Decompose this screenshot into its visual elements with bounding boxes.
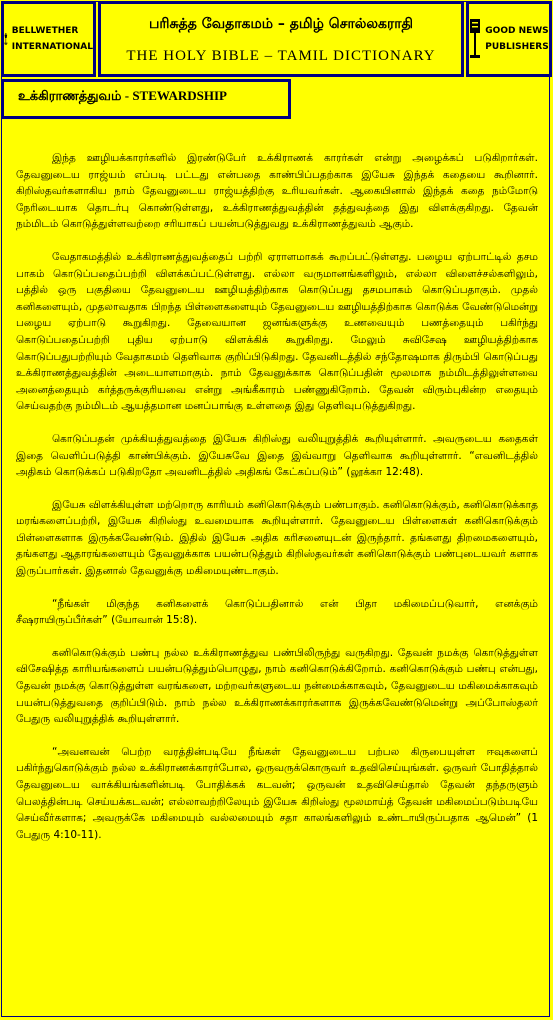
paragraph-2: வேதாகமத்தில் உக்கிராணத்துவத்தைப் பற்றி ஏராளமாகக் கூறப்பட்டுள்ளது. பழைய ஏற்பாட்டில் தசம பாகம் கொடுப்பதைப்பற்றி விளக்கப்பட்டுள்ளது. எல்லா வருமானங்களிலும், எல்லா விளைச்சல்களிலும், பத்தில் ஒரு பகுதியை தேவனுடைய ஊழியத்திற்காக கொடுப்பது தசமபாகம் கொடுப்பதாகும். முதல் கனிகளையும், முதலாவதாக பிறந்த பிள்ளைகளையும் தேவனுடைய ஊழியத்திற்காக கொடுக்க வேண்டுமென்று பழைய ஏற்பாடு கூறுகிறது. தேவையான ஜனங்களுக்கு உணவையும் பணத்தையும் பகிர்ந்து கொடுப்பதைப்பற்றி புதிய ஏற்பாடு விளக்கிக் கூறுகிறது. மேலும் சுவிசேஷ ஊழியத்திற்காக கொடுப்பதுபற்றியும் வேதாகமம் தெளிவாக குறிப்பிடுகிறது. தேவனிடத்தில் சந்தோஷமாக திரும்பி கொடுப்பது உக்கிராணத்துவத்தின் அடையாளமாகும். நாம் தேவனுக்காக கொடுப்பதின் மூலமாக நம்மிடத்திலுள்ளவை அனைத்தையும் கர்த்தருக்குரியவை என்று அங்கீகாரம் பண்ணுகிறோம். தேவன் விரும்புகின்ற எதையும் செய்வதற்கு நம்மிடம் ஆயத்தமான மனப்பாங்கு உள்ளதை இது தெளிவுபடுத்துகிறது.	[16, 250, 538, 413]
good-news-logo-line2: PUBLISHERS	[485, 42, 549, 52]
paragraph-7-quote: “அவனவன் பெற்ற வரத்தின்படியே நீங்கள் தேவனுடைய பற்பல கிருபையுள்ள ஈவுகளைப் பகிர்ந்துகொடுக்கும் நல்ல உக்கிராணக்காரர்போல, ஒருவருக்கொருவர் உதவிசெய்யுங்கள். ஒருவர் போதித்தால் தேவனுடைய வாக்கியங்களின்படி போதிக்கக் கடவன்; ஒருவன் உதவிசெய்தால் தேவன் தந்தருளும் பெலத்தின்படி செய்யக்கடவன்; எல்லாவற்றிலேயும் இயேசு கிறிஸ்து மூலமாய்த் தேவன் மகிமைப்படும்படியே செய்வீர்களாக; அவருக்கே மகிமையும் வல்லமையும் சதா காலங்களிலும் உண்டாயிருப்பதாக ஆமென்” (1 பேதுரு 4:10-11).	[16, 745, 538, 841]
paragraph-6: கனிகொடுக்கும் பண்பு நல்ல உக்கிராணத்துவ பண்பிலிருந்து வருகிறது. தேவன் நமக்கு கொடுத்துள்ள விசேஷித்த காரியங்களைப் பயன்படுத்தும்பொழுது, நாம் கனிகொடுக்கிறோம். கனிகொடுக்கும் பண்பு என்பது, தேவன் நமக்கு கொடுத்துள்ள வரங்களை, மற்றவர்களுடைய நன்மைக்காகவும், தேவனுடைய மகிமைக்காகவும் பயன்படுத்துவதை குறிப்பிடும். நாம் நல்ல உக்கிராணக்காரர்களாக இருக்கவேண்டுமென்று அப்போஸ்தலர் பேதுரு வலியுறுத்திக் கூறியுள்ளார்.	[16, 646, 538, 726]
book-icon	[469, 17, 481, 61]
title-tamil: பரிசுத்த வேதாகமம் – தமிழ் சொல்லகராதி	[149, 16, 413, 32]
article-body	[16, 150, 538, 859]
paragraph-3: கொடுப்பதன் முக்கியத்துவத்தை இயேசு கிறிஸ்து வலியுறுத்திக் கூறியுள்ளார். அவருடைய கதைகள் இதை வெளிப்படுத்தி காண்பிக்கும். இயேசுவே இதை இவ்வாறு தெளிவாக கூறியுள்ளார். “எவனிடத்தில் அதிகம் கொடுக்கப் படுகிறதோ அவனிடத்தில் அதிகங் கேட்கப்படும்” (லூக்கா 12:48).	[16, 432, 538, 479]
paragraph-1: இந்த ஊழியக்காரர்களில் இரண்டுபேர் உக்கிராணக் காரர்கள் என்று அழைக்கப் படுகிறார்கள். தேவனுடைய ராஜ்யம் எப்படி பட்டது என்பதை காண்பிப்பதற்காக இயேசு இந்தக் கதையை கூறினார். கிறிஸ்தவர்களாகிய நாம் தேவனுடைய ராஜ்யத்திற்கு உரியவர்கள். ஆகையினால் இந்தக் கதை நம்மோடு நேரிடையாக தொடர்பு கொண்டுள்ளது, உக்கிராணத்துவத்தின் தத்துவத்தை இது விளக்குகிறது. தேவன் நம்மிடம் கொடுத்துள்ளவற்றை சரியாகப் பயன்படுத்துவது உக்கிராணத்துவம் ஆகும்.	[16, 152, 538, 231]
section-title-english: STEWARDSHIP	[132, 88, 227, 103]
section-title-separator: -	[121, 88, 133, 103]
bellwether-logo-text	[12, 23, 93, 55]
paragraph-4: இயேசு விளக்கியுள்ள மற்றொரு காரியம் கனிகொடுக்கும் பண்பாகும். கனிகொடுக்கும், கனிகொடுக்காத மரங்களைப்பற்றி, இயேசு கிறிஸ்து உவமையாக கூறியுள்ளார். தேவனுடைய பிள்ளைகள் கனிகொடுக்கும் பிள்ளைகளாக இருக்கவேண்டும். இதில் இயேசு அதிக கரிசனையுடன் இருந்தார். தங்களது திறமைகளையும், தங்களது ஆதாரங்களையும் தேவனுக்காக பயன்படுத்தும் கிறிஸ்தவர்கள் கனிகொடுக்கும் பண்புடையவர் களாக இருப்பார்கள். இதனால் தேவனுக்கு மகிமையுண்டாகும்.	[16, 498, 538, 578]
page-header-title	[98, 1, 464, 77]
bellwether-logo	[1, 1, 96, 77]
bellwether-logo-line1: BELLWETHER	[11, 26, 79, 36]
section-title-tamil: உக்கிராணத்துவம்	[18, 88, 122, 103]
title-english: THE HOLY BIBLE – TAMIL DICTIONARY	[126, 48, 436, 64]
good-news-logo-text	[485, 23, 548, 55]
section-heading	[1, 79, 291, 119]
good-news-logo-line1: GOOD NEWS	[485, 26, 549, 36]
paragraph-5-quote: “நீங்கள் மிகுந்த கனிகளைக் கொடுப்பதினால் என் பிதா மகிமைப்படுவார், எனக்கும் சீஷராயிருப்பீர்கள்” (யோவான் 15:8).	[16, 597, 538, 627]
bellwether-logo-line2: INTERNATIONAL	[11, 42, 93, 52]
good-news-logo	[466, 1, 552, 77]
lamp-icon	[4, 17, 8, 61]
